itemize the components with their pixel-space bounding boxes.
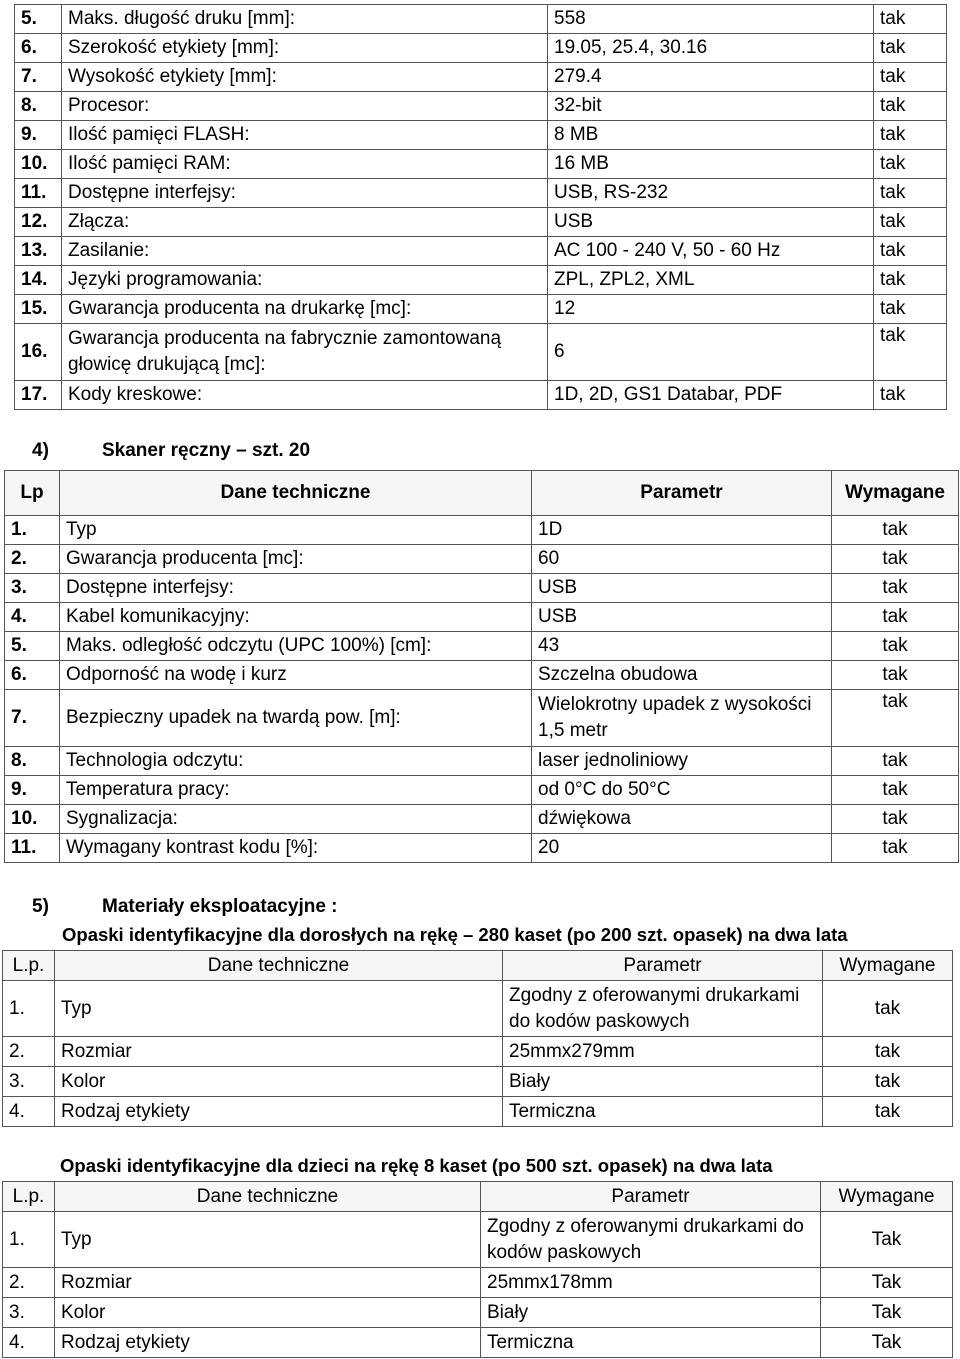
table-cell: 5. xyxy=(15,5,62,34)
table-cell: od 0°C do 50°C xyxy=(532,776,832,805)
table-cell: USB xyxy=(532,574,832,603)
table-cell: tak xyxy=(832,747,959,776)
table-cell: Technologia odczytu: xyxy=(60,747,532,776)
table-cell: 1. xyxy=(3,981,55,1037)
table-row xyxy=(5,516,959,545)
table-row xyxy=(15,92,947,121)
table-cell: Tak xyxy=(821,1268,953,1298)
table-cell: 2. xyxy=(3,1268,55,1298)
table-cell: 10. xyxy=(5,805,60,834)
table-row xyxy=(3,1097,953,1127)
table-cell: tak xyxy=(832,603,959,632)
table-cell: tak xyxy=(832,574,959,603)
table-cell: 10. xyxy=(15,150,62,179)
section-4-heading xyxy=(32,440,310,462)
table-cell: 16. xyxy=(15,324,62,381)
table-row xyxy=(3,1212,953,1268)
table-cell: Gwarancja producenta na fabrycznie zamontowaną głowicę drukującą [mc]: xyxy=(62,324,548,381)
table-cell: Wymagane xyxy=(823,951,953,981)
table-cell: tak xyxy=(832,776,959,805)
table-row xyxy=(5,632,959,661)
table-cell: 12 xyxy=(548,295,874,324)
table-cell: Termiczna xyxy=(503,1097,823,1127)
table-cell: Odporność na wodę i kurz xyxy=(60,661,532,690)
table-row xyxy=(15,266,947,295)
table-cell: 1D, 2D, GS1 Databar, PDF xyxy=(548,381,874,410)
table-cell: Języki programowania: xyxy=(62,266,548,295)
table-row xyxy=(5,690,959,747)
table-cell: tak xyxy=(874,208,947,237)
table-cell: 4. xyxy=(3,1097,55,1127)
table-cell: tak xyxy=(832,632,959,661)
table-cell: Termiczna xyxy=(481,1328,821,1358)
table-cell: Tak xyxy=(821,1328,953,1358)
table-row xyxy=(5,747,959,776)
table-row xyxy=(15,34,947,63)
section-title: Materiały eksploatacyjne : xyxy=(102,896,338,917)
table-row xyxy=(5,545,959,574)
table-cell: 2. xyxy=(3,1037,55,1067)
table-row xyxy=(3,1037,953,1067)
table-cell: 12. xyxy=(15,208,62,237)
table-cell: tak xyxy=(874,381,947,410)
table-cell: Kody kreskowe: xyxy=(62,381,548,410)
table-cell: tak xyxy=(874,5,947,34)
table-cell: Ilość pamięci RAM: xyxy=(62,150,548,179)
table-cell: USB, RS-232 xyxy=(548,179,874,208)
table-cell: tak xyxy=(874,237,947,266)
table-cell: Maks. odległość odczytu (UPC 100%) [cm]: xyxy=(60,632,532,661)
table-cell: 17. xyxy=(15,381,62,410)
table-cell: 1D xyxy=(532,516,832,545)
table-cell: ZPL, ZPL2, XML xyxy=(548,266,874,295)
table-row xyxy=(15,295,947,324)
printer-spec-table xyxy=(14,4,947,410)
table-cell: Rodzaj etykiety xyxy=(55,1097,503,1127)
table-cell: Zgodny z oferowanymi drukarkami do kodów paskowych xyxy=(503,981,823,1037)
table-cell: Szczelna obudowa xyxy=(532,661,832,690)
table-cell: Rozmiar xyxy=(55,1268,481,1298)
table-cell: tak xyxy=(832,545,959,574)
table-cell: Rozmiar xyxy=(55,1037,503,1067)
table-cell: 1. xyxy=(3,1212,55,1268)
scanner-spec-table xyxy=(4,470,959,863)
table-cell: tak xyxy=(832,516,959,545)
table-cell: Gwarancja producenta [mc]: xyxy=(60,545,532,574)
table-row xyxy=(3,981,953,1037)
table-row xyxy=(3,1268,953,1298)
table-row xyxy=(15,324,947,381)
table-cell: 11. xyxy=(15,179,62,208)
table-row xyxy=(15,179,947,208)
table-cell: Złącza: xyxy=(62,208,548,237)
table-cell: tak xyxy=(832,661,959,690)
section-number: 4) xyxy=(32,440,49,461)
table-row xyxy=(15,381,947,410)
children-wristband-table xyxy=(2,1181,953,1358)
table-cell: tak xyxy=(832,834,959,863)
table-cell: 20 xyxy=(532,834,832,863)
table-cell: tak xyxy=(874,92,947,121)
table-cell: 25mmx178mm xyxy=(481,1268,821,1298)
table-cell: 32-bit xyxy=(548,92,874,121)
table-cell: 9. xyxy=(15,121,62,150)
table-cell: 3. xyxy=(5,574,60,603)
table-row xyxy=(3,1067,953,1097)
table-row xyxy=(5,834,959,863)
table-cell: tak xyxy=(874,324,947,381)
table-cell: Wymagane xyxy=(821,1182,953,1212)
table-cell: 7. xyxy=(15,63,62,92)
table-header-row xyxy=(3,1182,953,1212)
table-cell: 279.4 xyxy=(548,63,874,92)
table-cell: tak xyxy=(874,266,947,295)
table-cell: Ilość pamięci FLASH: xyxy=(62,121,548,150)
table-row xyxy=(5,805,959,834)
section-title: Skaner ręczny – szt. 20 xyxy=(102,440,311,461)
table-row xyxy=(15,208,947,237)
table-cell: Dane techniczne xyxy=(55,951,503,981)
table-cell: Zasilanie: xyxy=(62,237,548,266)
table-row xyxy=(15,237,947,266)
table-cell: Parametr xyxy=(503,951,823,981)
table-cell: Biały xyxy=(481,1298,821,1328)
table-cell: 5. xyxy=(5,632,60,661)
table-cell: Tak xyxy=(821,1212,953,1268)
table-cell: Typ xyxy=(60,516,532,545)
table-cell: Szerokość etykiety [mm]: xyxy=(62,34,548,63)
table-cell: dźwiękowa xyxy=(532,805,832,834)
table-cell: 3. xyxy=(3,1067,55,1097)
table-cell: tak xyxy=(874,295,947,324)
table-cell: 7. xyxy=(5,690,60,747)
col-header-name: Dane techniczne xyxy=(60,471,532,516)
table-cell: Zgodny z oferowanymi drukarkami do kodów paskowych xyxy=(481,1212,821,1268)
table-cell: Kolor xyxy=(55,1067,503,1097)
table-cell: 558 xyxy=(548,5,874,34)
table-header-row xyxy=(3,951,953,981)
table-cell: tak xyxy=(832,805,959,834)
table-cell: tak xyxy=(874,63,947,92)
table-cell: 1. xyxy=(5,516,60,545)
table-cell: Rodzaj etykiety xyxy=(55,1328,481,1358)
col-header-lp: Lp xyxy=(5,471,60,516)
table-cell: Wielokrotny upadek z wysokości 1,5 metr xyxy=(532,690,832,747)
table-cell: Tak xyxy=(821,1298,953,1328)
table-cell: 60 xyxy=(532,545,832,574)
table-cell: Kabel komunikacyjny: xyxy=(60,603,532,632)
table-cell: USB xyxy=(548,208,874,237)
table-cell: 6. xyxy=(5,661,60,690)
table-cell: Dostępne interfejsy: xyxy=(60,574,532,603)
table-row xyxy=(15,63,947,92)
table-cell: tak xyxy=(874,34,947,63)
table-row xyxy=(5,776,959,805)
table-cell: 8. xyxy=(5,747,60,776)
table-cell: 25mmx279mm xyxy=(503,1037,823,1067)
table-cell: 43 xyxy=(532,632,832,661)
table-row xyxy=(5,603,959,632)
table-cell: 6 xyxy=(548,324,874,381)
table-cell: Maks. długość druku [mm]: xyxy=(62,5,548,34)
table-row xyxy=(5,661,959,690)
adult-wristband-table xyxy=(2,950,953,1127)
table-cell: tak xyxy=(823,1037,953,1067)
table-cell: 4. xyxy=(5,603,60,632)
table-cell: tak xyxy=(823,981,953,1037)
table-row xyxy=(3,1328,953,1358)
table-cell: Parametr xyxy=(481,1182,821,1212)
table-cell: tak xyxy=(823,1067,953,1097)
table-cell: tak xyxy=(874,179,947,208)
table-cell: USB xyxy=(532,603,832,632)
table-row xyxy=(15,121,947,150)
section-5-heading xyxy=(32,896,338,918)
table-cell: Wysokość etykiety [mm]: xyxy=(62,63,548,92)
table-cell: Wymagany kontrast kodu [%]: xyxy=(60,834,532,863)
table-cell: L.p. xyxy=(3,951,55,981)
table-cell: 14. xyxy=(15,266,62,295)
table-cell: AC 100 - 240 V, 50 - 60 Hz xyxy=(548,237,874,266)
table-cell: laser jednoliniowy xyxy=(532,747,832,776)
table-cell: Kolor xyxy=(55,1298,481,1328)
subtitle-children: Opaski identyfikacyjne dla dzieci na rękę 8 kaset (po 500 szt. opasek) na dwa lata xyxy=(60,1155,773,1176)
table-header-row xyxy=(5,471,959,516)
table-cell: 9. xyxy=(5,776,60,805)
table-cell: Typ xyxy=(55,1212,481,1268)
subtitle-adults: Opaski identyfikacyjne dla dorosłych na rękę – 280 kaset (po 200 szt. opasek) na dwa lata xyxy=(62,924,848,945)
table-cell: 2. xyxy=(5,545,60,574)
table-row xyxy=(3,1298,953,1328)
table-cell: Gwarancja producenta na drukarkę [mc]: xyxy=(62,295,548,324)
table-cell: 8. xyxy=(15,92,62,121)
table-row xyxy=(15,150,947,179)
col-header-req: Wymagane xyxy=(832,471,959,516)
table-cell: Biały xyxy=(503,1067,823,1097)
table-cell: 15. xyxy=(15,295,62,324)
table-cell: Dostępne interfejsy: xyxy=(62,179,548,208)
table-cell: L.p. xyxy=(3,1182,55,1212)
table-cell: Procesor: xyxy=(62,92,548,121)
table-cell: 19.05, 25.4, 30.16 xyxy=(548,34,874,63)
table-cell: tak xyxy=(874,121,947,150)
table-cell: tak xyxy=(823,1097,953,1127)
table-cell: 16 MB xyxy=(548,150,874,179)
table-cell: 4. xyxy=(3,1328,55,1358)
table-cell: tak xyxy=(832,690,959,747)
table-row xyxy=(5,574,959,603)
table-cell: Temperatura pracy: xyxy=(60,776,532,805)
table-cell: Dane techniczne xyxy=(55,1182,481,1212)
table-cell: Bezpieczny upadek na twardą pow. [m]: xyxy=(60,690,532,747)
table-cell: Sygnalizacja: xyxy=(60,805,532,834)
table-cell: tak xyxy=(874,150,947,179)
table-cell: 11. xyxy=(5,834,60,863)
section-number: 5) xyxy=(32,896,49,917)
table-cell: 3. xyxy=(3,1298,55,1328)
table-cell: 8 MB xyxy=(548,121,874,150)
table-cell: Typ xyxy=(55,981,503,1037)
col-header-param: Parametr xyxy=(532,471,832,516)
table-row xyxy=(15,5,947,34)
table-cell: 6. xyxy=(15,34,62,63)
table-cell: 13. xyxy=(15,237,62,266)
